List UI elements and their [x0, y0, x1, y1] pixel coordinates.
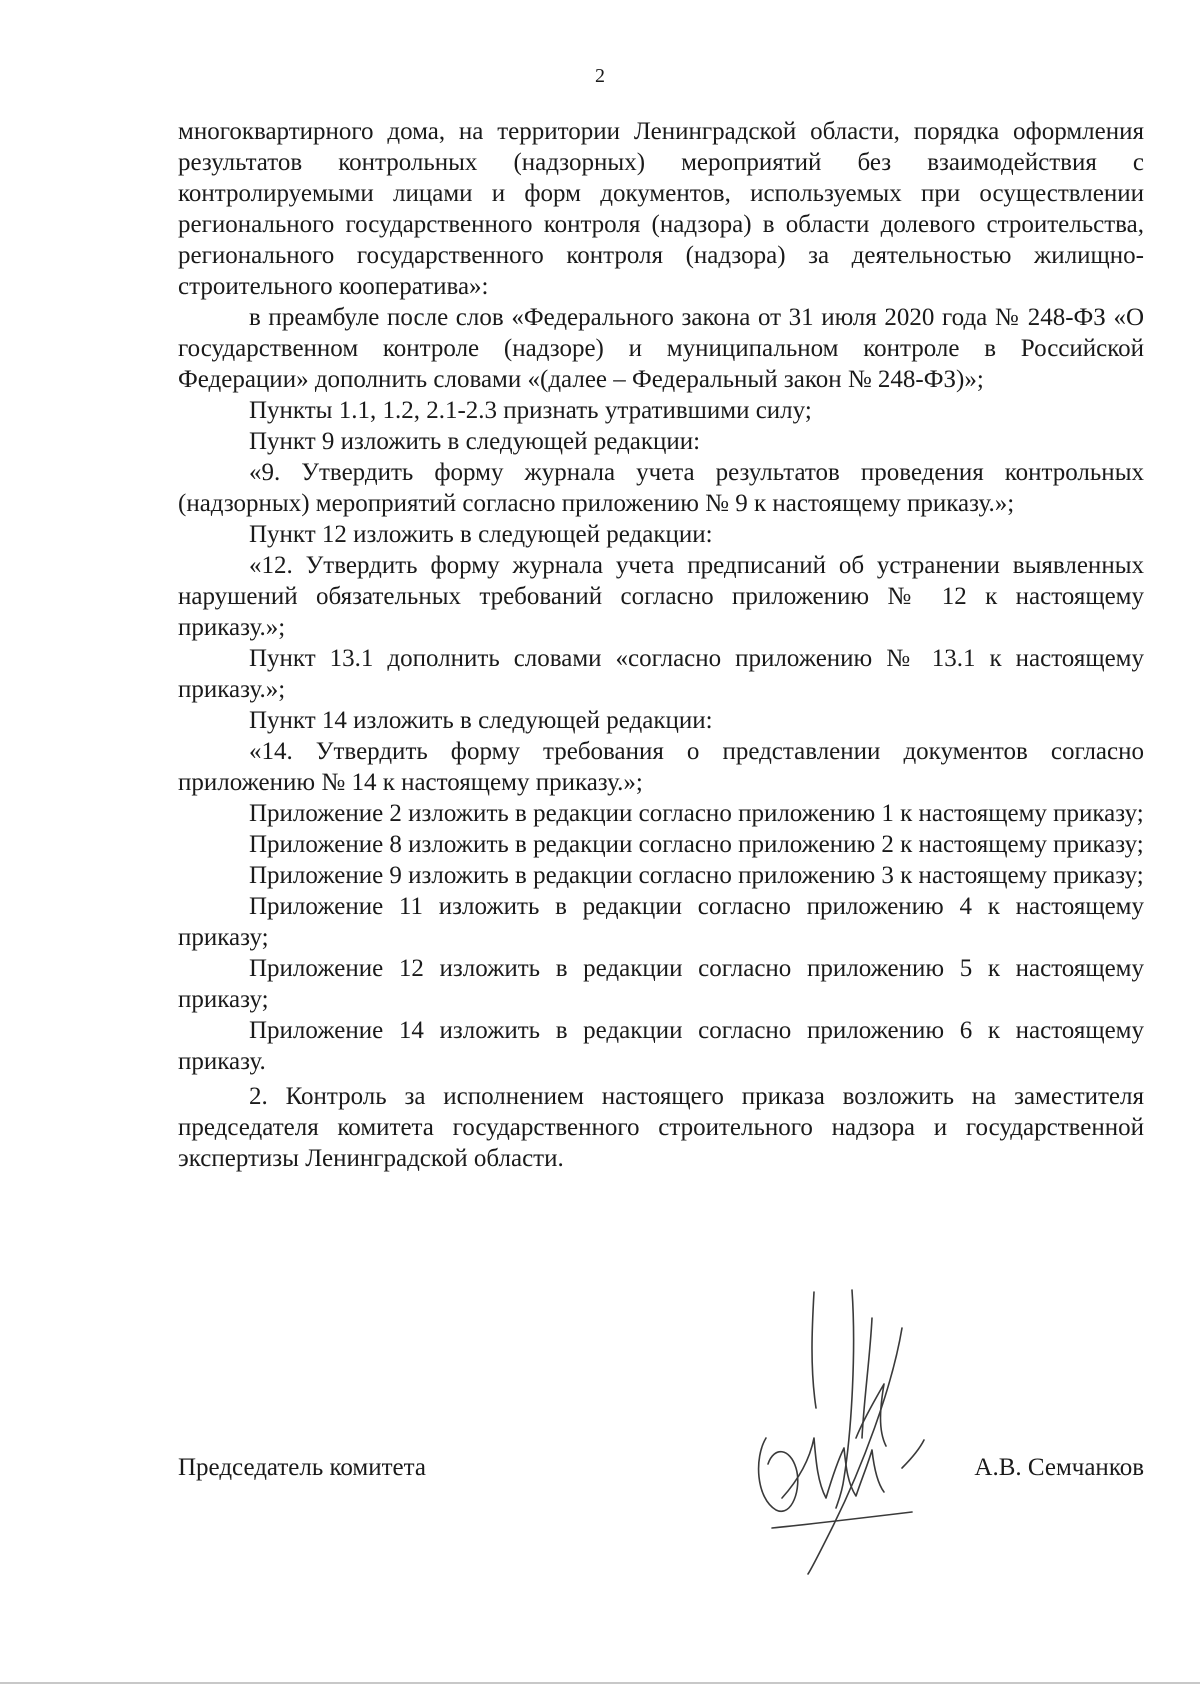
paragraph-item-9-text: «9. Утвердить форму журнала учета результатов проведения контрольных (надзорных) мероприятий согласно приложению № 9 к настоящему приказу.»;: [178, 459, 1144, 517]
paragraph-appendix-14: Приложение 14 изложить в редакции согласно приложению 6 к настоящему приказу.: [178, 1017, 1144, 1075]
signatory-name: А.В. Семчанков: [974, 1454, 1144, 1481]
paragraph-item-12-text: «12. Утвердить форму журнала учета предписаний об устранении выявленных нарушений обязательных требований согласно приложению № 12 к настоящему приказу.»;: [178, 552, 1144, 641]
paragraph-appendix-12: Приложение 12 изложить в редакции согласно приложению 5 к настоящему приказу;: [178, 955, 1144, 1013]
handwritten-signature: [752, 1288, 952, 1578]
paragraph-item-9-heading: Пункт 9 изложить в следующей редакции:: [249, 428, 701, 455]
paragraph-item-14-heading: Пункт 14 изложить в следующей редакции:: [249, 707, 713, 734]
paragraph-item-12-heading: Пункт 12 изложить в следующей редакции:: [249, 521, 713, 548]
paragraph-appendix-11: Приложение 11 изложить в редакции согласно приложению 4 к настоящему приказу;: [178, 893, 1144, 951]
paragraph-item-14-text: «14. Утвердить форму требования о представлении документов согласно приложению № 14 к настоящему приказу.»;: [178, 738, 1144, 796]
paragraph-appendix-2: Приложение 2 изложить в редакции согласно приложению 1 к настоящему приказу;: [249, 800, 1144, 827]
paragraph-repeal-items: Пункты 1.1, 1.2, 2.1-2.3 признать утратившими силу;: [249, 397, 812, 424]
paragraph-intro-continuation: многоквартирного дома, на территории Ленинградской области, порядка оформления результатов контрольных (надзорных) мероприятий без взаимодействия с контролируемыми лицами и форм документов, используемых при осуществлении регионального государственного контроля (надзора) в области долевого строительства, регионального государственного контроля (надзора) за деятельностью жилищно-строительного кооператива»:: [178, 118, 1144, 300]
document-body: [178, 116, 1144, 1174]
page-bottom-edge: [0, 1682, 1200, 1684]
paragraph-appendix-8: Приложение 8 изложить в редакции согласно приложению 2 к настоящему приказу;: [249, 831, 1144, 858]
signature-block: [178, 1452, 1144, 1492]
paragraph-appendix-9: Приложение 9 изложить в редакции согласно приложению 3 к настоящему приказу;: [249, 862, 1144, 889]
paragraph-item-13-1: Пункт 13.1 дополнить словами «согласно приложению № 13.1 к настоящему приказу.»;: [178, 645, 1144, 703]
paragraph-preamble-amendment: в преамбуле после слов «Федерального закона от 31 июля 2020 года № 248-ФЗ «О государственном контроле (надзоре) и муниципальном контроле в Российской Федерации» дополнить словами «(далее – Федеральный закон № 248-ФЗ)»;: [178, 304, 1144, 393]
signatory-position: Председатель комитета: [178, 1454, 426, 1481]
paragraph-control-clause: 2. Контроль за исполнением настоящего приказа возложить на заместителя председателя комитета государственного строительного надзора и государственной экспертизы Ленинградской области.: [178, 1083, 1144, 1172]
page-number: 2: [595, 65, 605, 87]
